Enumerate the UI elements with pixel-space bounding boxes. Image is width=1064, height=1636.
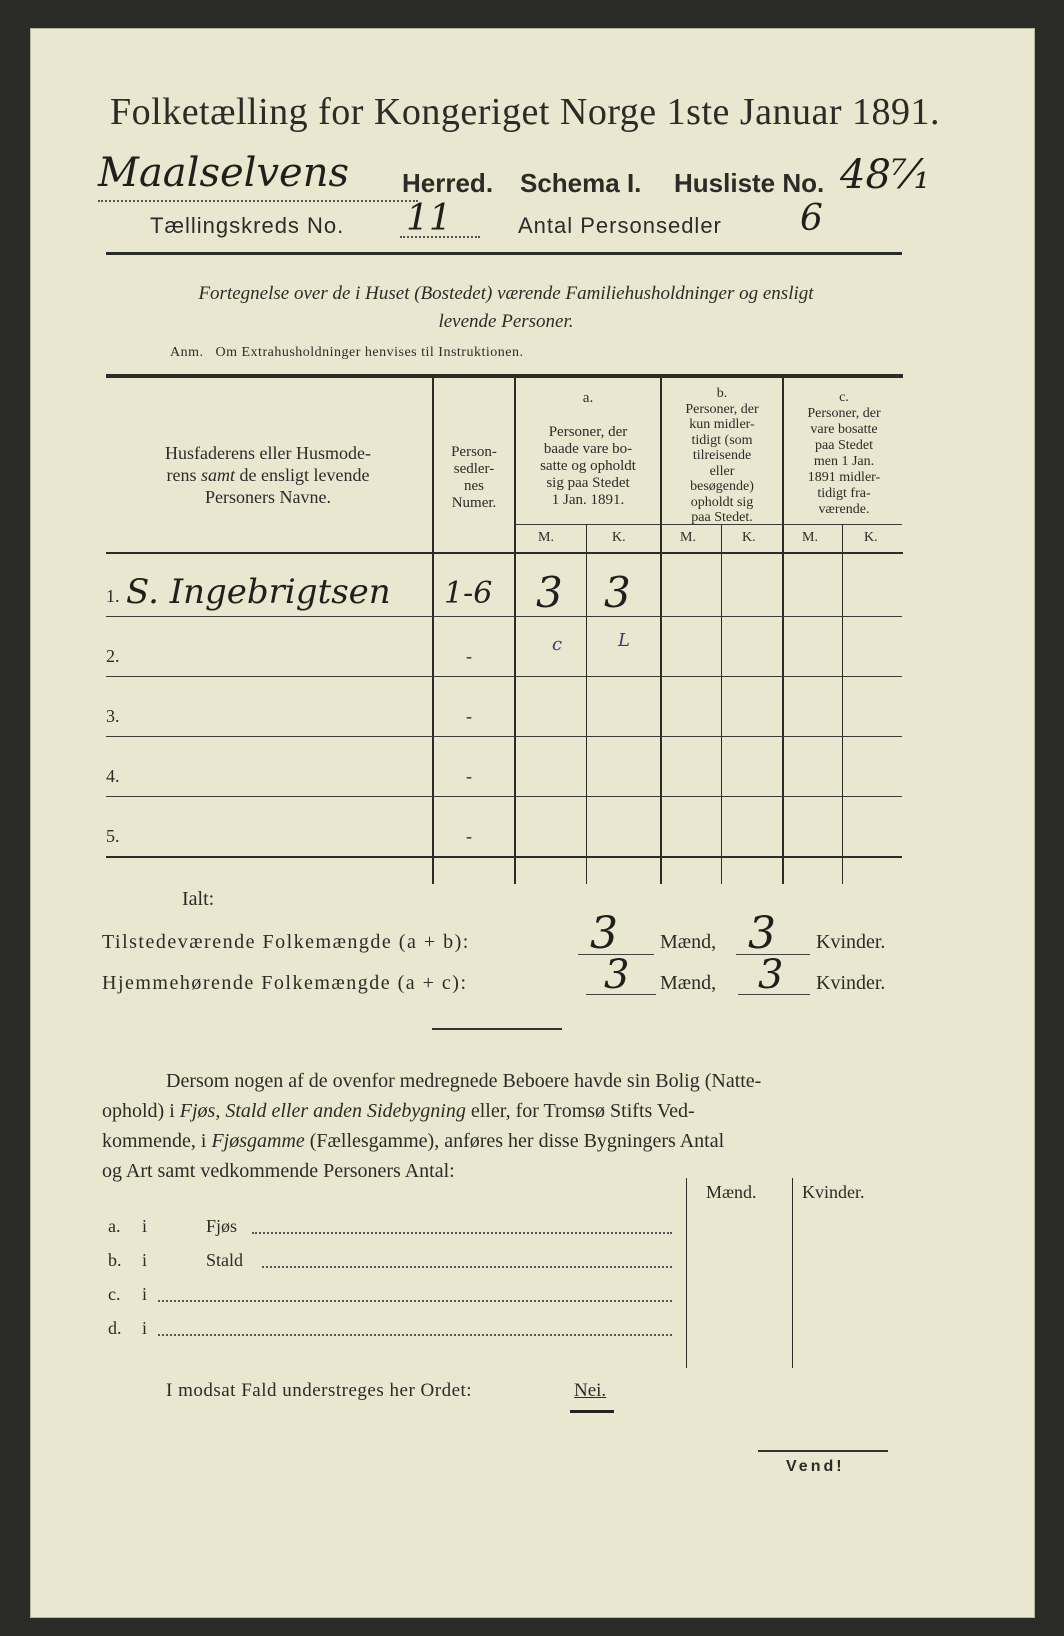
- col-divider-a-mk: [586, 524, 587, 884]
- col-num-line-3: nes: [464, 478, 484, 494]
- row-4-number: 4.: [106, 766, 120, 786]
- paragraph-line-1: Dersom nogen af de ovenfor medregnede Beboere havde sin Bolig (Natte-: [166, 1070, 762, 1092]
- lower-paragraph: [102, 1066, 902, 1186]
- nei-underline: [570, 1410, 614, 1413]
- building-d-dots: [158, 1334, 672, 1336]
- building-b-letter: b.: [108, 1250, 122, 1270]
- schema-label: Schema I.: [520, 168, 642, 198]
- col-header-names: [110, 442, 426, 508]
- herred-label: Herred.: [402, 168, 494, 198]
- hjemme-kvinder-label: Kvinder.: [816, 972, 886, 994]
- col-b-letter: b.: [716, 386, 728, 401]
- tilstede-kvinder-value: 3: [748, 908, 776, 959]
- col-a-line-2: baade vare bo-: [543, 441, 633, 457]
- building-a-i: i: [142, 1216, 148, 1236]
- building-a-label: Fjøs: [206, 1216, 238, 1236]
- row-2-a-m: c: [552, 634, 563, 655]
- hjemme-maend-value: 3: [604, 952, 630, 998]
- building-a-letter: a.: [108, 1216, 121, 1236]
- col-c-line-3: paa Stedet: [815, 438, 873, 453]
- col-b-line-2: kun midler-: [689, 417, 755, 432]
- hjemme-label: Hjemmehørende Folkemængde (a + c):: [102, 972, 468, 994]
- row-2-a-k: L: [618, 630, 630, 651]
- paragraph-line-4: og Art samt vedkommende Personers Antal:: [102, 1160, 455, 1182]
- col-names-line-2a: rens: [166, 465, 201, 485]
- col-b-k-label: K.: [742, 530, 756, 545]
- col-header-c: [784, 390, 904, 518]
- row-5-number: 5.: [106, 826, 120, 846]
- building-c-dots: [158, 1300, 672, 1302]
- col-header-a: [516, 390, 660, 509]
- modsat-label: I modsat Fald understreges her Ordet:: [166, 1380, 473, 1401]
- census-form-sheet: [30, 28, 1035, 1618]
- herred-dotline: [98, 200, 418, 202]
- row-2-sedler: -: [466, 646, 472, 666]
- col-a-line-3: satte og opholdt: [540, 458, 636, 474]
- col-b-line-1: Personer, der: [685, 401, 759, 417]
- vend-rule: [758, 1450, 888, 1452]
- row-line-3: [106, 736, 902, 737]
- anm-note: Anm. Om Extrahusholdninger henvises til Instruktionen.: [170, 345, 524, 360]
- col-c-line-7: værende.: [818, 502, 870, 517]
- buildings-kvinder-header: Kvinder.: [802, 1182, 865, 1202]
- paragraph-line-3c: (Fællesgamme), anføres her disse Bygningers Antal: [304, 1130, 725, 1152]
- col-divider-c-mk: [842, 524, 843, 884]
- antal-handwritten: 6: [800, 198, 823, 239]
- col-a-letter: a.: [582, 390, 594, 406]
- kreds-label: Tællingskreds No.: [150, 213, 345, 238]
- kreds-handwritten: 11: [406, 198, 452, 239]
- hjemme-kvinder-line: [738, 994, 810, 995]
- paragraph-line-2b: Fjøs, Stald eller anden Sidebygning: [179, 1100, 466, 1122]
- col-num-line-4: Numer.: [451, 495, 497, 511]
- antal-label: Antal Personsedler: [518, 213, 722, 238]
- paragraph-line-2c: eller, for Tromsø Stifts Ved-: [465, 1100, 695, 1122]
- col-c-k-label: K.: [864, 530, 878, 545]
- row-1-sedler: 1-6: [444, 576, 493, 611]
- row-3-number: 3.: [106, 706, 120, 726]
- col-header-b: [662, 386, 782, 526]
- hjemme-maend-line: [586, 994, 656, 995]
- building-c-letter: c.: [108, 1284, 121, 1304]
- row-1-a-m: 3: [536, 568, 563, 617]
- row-5-sedler: -: [466, 826, 472, 846]
- row-line-4: [106, 796, 902, 797]
- herred-handwritten: Maalselvens: [98, 150, 349, 196]
- col-header-sedler: [434, 444, 514, 512]
- paragraph-line-2: [102, 1096, 902, 1126]
- husliste-handwritten: 48⁷⁄₁: [840, 152, 930, 198]
- section-separator: [432, 1028, 562, 1030]
- col-c-line-1: Personer, der: [807, 406, 881, 421]
- paragraph-line-3: [102, 1126, 902, 1156]
- building-b-label: Stald: [206, 1250, 244, 1270]
- col-names-line-2b: samt: [201, 465, 236, 485]
- col-b-line-6: besøgende): [690, 479, 754, 494]
- row-line-2: [106, 676, 902, 677]
- col-b-line-7: opholdt sig: [690, 494, 754, 510]
- building-b-dots: [262, 1266, 672, 1268]
- row-2-number: 2.: [106, 646, 120, 666]
- husliste-label: Husliste No.: [674, 168, 825, 198]
- subtitle-line-2: levende Personer.: [438, 311, 574, 332]
- col-a-line-4: sig paa Stedet: [546, 475, 630, 491]
- tilstede-maend-label: Mænd,: [660, 931, 717, 953]
- col-c-line-5: 1891 midler-: [807, 470, 881, 485]
- row-1-a-k: 3: [604, 568, 631, 617]
- col-names-line-1: Husfaderens eller Husmode-: [165, 443, 371, 463]
- ialt-label: Ialt:: [182, 888, 215, 910]
- col-b-line-8: paa Stedet.: [691, 510, 753, 525]
- row-line-1: [106, 616, 902, 617]
- col-names-line-3: Personers Navne.: [205, 487, 331, 507]
- col-num-line-1: Person-: [451, 444, 497, 460]
- hjemme-kvinder-value: 3: [758, 952, 784, 998]
- nei-word: Nei.: [574, 1380, 607, 1401]
- row-3-sedler: -: [466, 706, 472, 726]
- col-b-line-4: tilreisende: [692, 448, 752, 463]
- col-c-line-4: men 1 Jan.: [813, 454, 875, 469]
- kreds-dotline: [400, 236, 480, 238]
- building-c-i: i: [142, 1284, 148, 1304]
- buildings-divider-1: [686, 1178, 687, 1368]
- col-a-line-5: 1 Jan. 1891.: [551, 492, 625, 508]
- paragraph-line-3b: Fjøsgamme: [211, 1130, 305, 1152]
- col-names-line-2c: de ensligt levende: [235, 465, 370, 485]
- col-divider-b-mk: [721, 524, 722, 884]
- col-a-m-label: M.: [538, 530, 554, 545]
- paragraph-line-2a: ophold) i: [102, 1100, 180, 1122]
- col-c-line-2: vare bosatte: [810, 422, 878, 437]
- col-a-k-label: K.: [612, 530, 626, 545]
- building-d-i: i: [142, 1318, 148, 1338]
- col-num-line-2: sedler-: [453, 461, 495, 477]
- tilstede-label: Tilstedeværende Folkemængde (a + b):: [102, 931, 470, 953]
- col-b-m-label: M.: [680, 530, 696, 545]
- row-1-number: 1.: [106, 586, 120, 606]
- tilstede-kvinder-label: Kvinder.: [816, 931, 886, 953]
- hjemme-maend-label: Mænd,: [660, 972, 717, 994]
- form-title: Folketælling for Kongeriget Norge 1ste Januar 1891.: [110, 91, 941, 133]
- building-a-dots: [252, 1232, 672, 1234]
- form-subtitle: [106, 280, 906, 336]
- col-b-line-5: eller: [709, 463, 735, 479]
- tilstede-maend-value: 3: [590, 908, 618, 959]
- col-c-m-label: M.: [802, 530, 818, 545]
- col-a-line-1: Personer, der: [548, 424, 628, 440]
- buildings-divider-2: [792, 1178, 793, 1368]
- row-1-name: S. Ingebrigtsen: [126, 572, 391, 612]
- row-4-sedler: -: [466, 766, 472, 786]
- col-b-line-3: tidigt (som: [691, 432, 753, 448]
- title-rule: [106, 252, 902, 255]
- building-b-i: i: [142, 1250, 148, 1270]
- subtitle-line-1: Fortegnelse over de i Huset (Bostedet) værende Familiehusholdninger og ensligt: [198, 283, 814, 304]
- buildings-maend-header: Mænd.: [706, 1182, 757, 1202]
- paragraph-line-3a: kommende, i: [102, 1130, 212, 1152]
- row-line-5: [106, 856, 902, 858]
- vend-label: Vend!: [786, 1458, 845, 1475]
- building-d-letter: d.: [108, 1318, 122, 1338]
- col-c-line-6: tidigt fra-: [817, 486, 871, 501]
- col-c-letter: c.: [839, 390, 849, 405]
